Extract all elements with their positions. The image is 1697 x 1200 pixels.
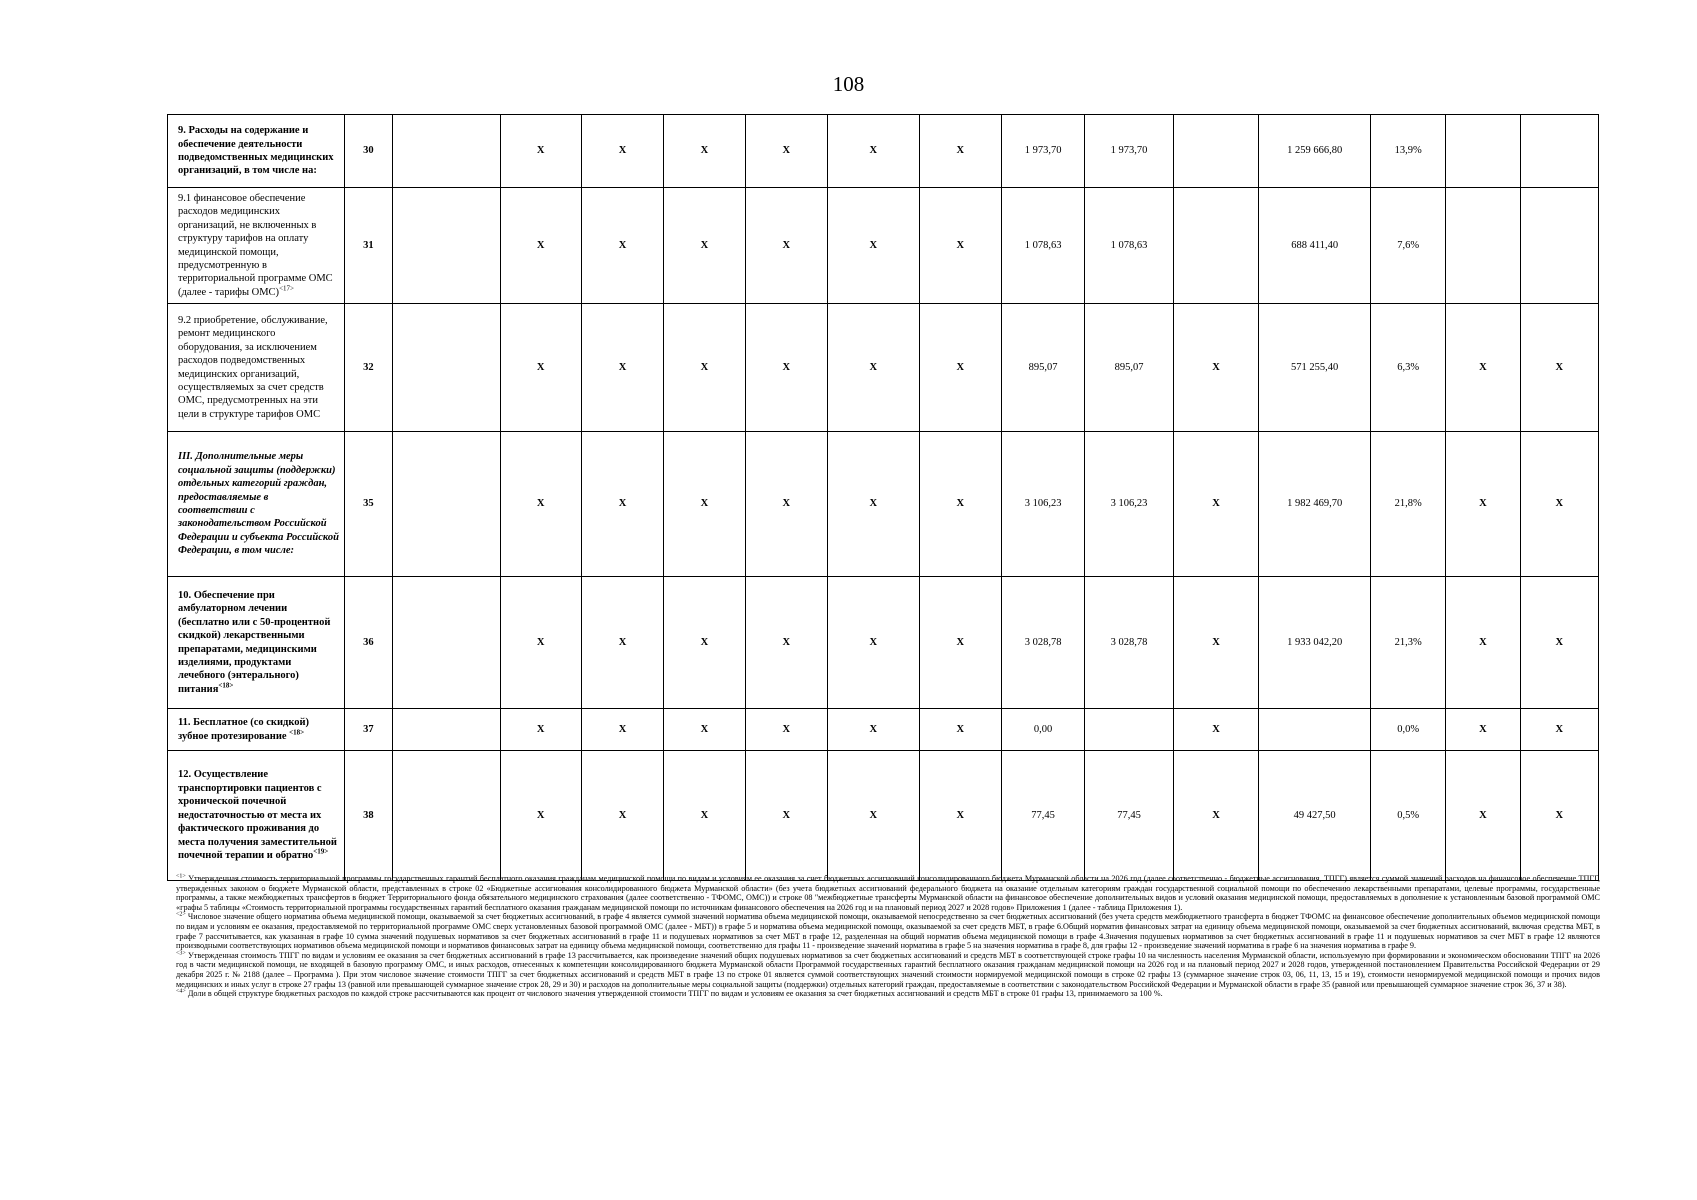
- table-cell: 21,3%: [1371, 577, 1446, 709]
- table-cell: 6,3%: [1371, 304, 1446, 432]
- table-row: [168, 432, 1599, 577]
- row-code: 35: [344, 432, 392, 577]
- table-cell: [392, 188, 500, 304]
- table-cell: [392, 751, 500, 881]
- table-cell: X: [664, 709, 745, 751]
- table-cell: X: [1446, 751, 1520, 881]
- table-cell: 3 106,23: [1085, 432, 1173, 577]
- table-cell: X: [828, 115, 920, 188]
- footnote-text: Числовое значение общего норматива объема медицинской помощи, оказываемой за счет бюджетных ассигнований, в графе 4 является суммой значений норматива объема медицинской помощи, оказываемой непосредственно за счет бюджетных ассигнований (без учета средств межбюджетного трансферта в бюджет ТФОМС на финансовое обеспечение дополнительных объемов медицинской помощи по видам и условиям ее оказания, предоставляемой по территориальной программе ОМС сверх установленных базовой программой ОМС (далее - МБТ)) в графе 5 и норматива объема медицинской помощи, оказываемой за счет средств МБТ, в графе 6.Общий норматив финансовых затрат на единицу объема медицинской помощи, оказываемой за счет бюджетных ассигнований, включая средства МБТ, в графе 7 рассчитывается, как указанная в графе 10 сумма значений подушевых нормативов за счет бюджетных ассигнований в графе 11 и подушевых нормативов за счет МБТ в графе 12, разделенная на общий норматив объема медицинской помощи в графе 4.Значения подушевых нормативов за счет бюджетных ассигнований в графе 11 и подушевых нормативов за счет МБТ в графе 12 являются производными соответствующих нормативов объема медицинской помощи и нормативов финансовых затрат на единицу объема медицинской помощи, соответственно для графы 11 - произведение значений норматива в графе 5 на значения норматива в графе 8, для графы 12 - произведение значений норматива в графе 6 на значения норматива в графе 9.: [176, 912, 1600, 951]
- page-number: 108: [832, 72, 865, 96]
- table-cell: [1173, 115, 1258, 188]
- table-cell: X: [664, 188, 745, 304]
- table-cell: X: [745, 432, 827, 577]
- table-cell: [1085, 709, 1173, 751]
- row-code: 37: [344, 709, 392, 751]
- table-cell: X: [745, 188, 827, 304]
- table-cell: [1446, 188, 1520, 304]
- table-cell: X: [581, 188, 663, 304]
- footnote-text: Утвержденная стоимость ТПГГ по видам и условиям ее оказания за счет бюджетных ассигнований в графе 13 рассчитывается, как произведение значений общих подушевых нормативов за счет бюджетных ассигнований и средств МБТ в соответствующей строке графы 10 на численность населения Мурманской области, используемую при формировании и экономическом обосновании ТПГГ на 2026 год в части медицинской помощи, не входящей в базовую программу ОМС, и иных расходов, отнесенных к компетенции консолидированного бюджета Мурманской области Программой государственных гарантий бесплатного оказания гражданам медицинской помощи на 2026 год и на плановый период 2027 и 2028 годов, утвержденной постановлением Правительства Российской Федерации от 29 декабря 2025 г. № 2188 (далее – Программа ). При этом числовое значение стоимости ТПГГ за счет бюджетных ассигнований и средств МБТ в графе 13 по строке 01 является суммой соответствующих значений стоимости нормируемой медицинской помощи в строке 02 графы 13 (суммарное значение строк 03, 06, 11, 13, 15 и 19), стоимости ненормируемой медицинской помощи и прочих видов медицинских и иных услуг в строке 27 графы 13 (равной или превышающей суммарное значение строк 28, 29 и 30) и расходов на дополнительные меры социальной защиты (поддержки) отдельных категорий граждан, предоставляемые в соответствии с законодательством Российской Федерации и Мурманской области в графе 35 (равной или превышающей суммарное значение строк 36, 37 и 38).: [176, 950, 1600, 989]
- footnote-ref: <18>: [289, 728, 305, 736]
- footnote-mark: <1>: [176, 873, 186, 880]
- table-cell: X: [745, 577, 827, 709]
- table-cell: X: [919, 751, 1001, 881]
- table-cell: X: [500, 432, 581, 577]
- table-cell: X: [919, 188, 1001, 304]
- row-code: 32: [344, 304, 392, 432]
- table-cell: X: [1520, 709, 1598, 751]
- table-cell: X: [745, 115, 827, 188]
- table-cell: X: [500, 188, 581, 304]
- table-cell: X: [581, 751, 663, 881]
- footnote-ref: <17>: [279, 284, 294, 293]
- table-cell: X: [664, 304, 745, 432]
- row-code: 38: [344, 751, 392, 881]
- table-cell: X: [919, 115, 1001, 188]
- table-cell: [392, 115, 500, 188]
- table-cell: X: [919, 709, 1001, 751]
- table-cell: X: [1446, 432, 1520, 577]
- table-cell: X: [664, 432, 745, 577]
- budget-table: [167, 114, 1599, 881]
- table-cell: 13,9%: [1371, 115, 1446, 188]
- footnote: [176, 912, 1600, 950]
- table-cell: 3 028,78: [1085, 577, 1173, 709]
- table-cell: X: [919, 577, 1001, 709]
- table-row: [168, 751, 1599, 881]
- table-cell: [1173, 188, 1258, 304]
- table-cell: 49 427,50: [1259, 751, 1371, 881]
- table-cell: 895,07: [1085, 304, 1173, 432]
- table-cell: X: [1520, 304, 1598, 432]
- table-cell: X: [745, 709, 827, 751]
- table-cell: X: [828, 709, 920, 751]
- row-label: 11. Бесплатное (со скидкой) зубное протезирование $^{<18>}$: [168, 709, 345, 751]
- table-cell: 0,00: [1001, 709, 1084, 751]
- footnote-text: Утвержденная стоимость территориальной программы государственных гарантий бесплатного оказания гражданам медицинской помощи по видам и условиям ее оказания за счет бюджетных ассигнований консолидированного бюджета Мурманской области на 2026 год (далее соответственно - бюджетные ассигнования, ТПГГ) является суммой значений расходов на финансовое обеспечение ТПГГ, утвержденных законом о бюджете Мурманской области, представленных в строке 02 «Бюджетные ассигнования консолидированного бюджета Мурманской области» (без учета бюджетных ассигнований федерального бюджета на оказание отдельным категориям граждан государственной социальной помощи по обеспечению лекарственными препаратами, целевые программы, государственные программы, а также межбюджетных трансфертов в бюджет Территориального фонда обязательного медицинского страхования (далее соответственно - ТФОМС, ОМС)) и строке 08 "межбюджетные трансферты Мурманской области на финансовое обеспечение дополнительных видов и условий оказания медицинской помощи, предоставляемых в дополнение к установленным базовой программой ОМС «графы 5 таблицы «Стоимость территориальной программы государственных гарантий бесплатного оказания гражданам медицинской помощи по источникам финансового обеспечения на 2026 год и на плановый период 2027 и 2028 годов» Приложения 1 (далее - таблица Приложения 1).: [176, 874, 1600, 912]
- table-cell: 1 078,63: [1001, 188, 1084, 304]
- table-cell: [392, 304, 500, 432]
- footnote-mark: <3>: [176, 950, 186, 957]
- table-cell: X: [500, 304, 581, 432]
- table-cell: X: [828, 577, 920, 709]
- table-cell: 1 973,70: [1001, 115, 1084, 188]
- table-cell: X: [581, 577, 663, 709]
- table-cell: 1 259 666,80: [1259, 115, 1371, 188]
- table-cell: 895,07: [1001, 304, 1084, 432]
- table-cell: 1 982 469,70: [1259, 432, 1371, 577]
- table-cell: X: [581, 709, 663, 751]
- table-cell: X: [1173, 751, 1258, 881]
- table-cell: X: [1520, 577, 1598, 709]
- table-cell: [1259, 709, 1371, 751]
- table-cell: 21,8%: [1371, 432, 1446, 577]
- table-row: [168, 304, 1599, 432]
- footnote-mark: <2>: [176, 911, 186, 918]
- table-row: [168, 709, 1599, 751]
- table-cell: 7,6%: [1371, 188, 1446, 304]
- table-row: [168, 577, 1599, 709]
- footnote-text: Доли в общей структуре бюджетных расходов по каждой строке рассчитываются как процент от числового значения утвержденной стоимости ТПГГ по видам и условиям ее оказания за счет бюджетных ассигнований и средств МБТ в строке 01 графы 13, принимаемого за 100 %.: [185, 989, 1163, 999]
- table-cell: 3 106,23: [1001, 432, 1084, 577]
- footnote-ref: <18>: [218, 681, 234, 690]
- table-cell: 0,0%: [1371, 709, 1446, 751]
- table-cell: X: [745, 304, 827, 432]
- table-cell: X: [500, 709, 581, 751]
- table-cell: X: [500, 115, 581, 188]
- footnote: [176, 989, 1600, 999]
- table-cell: X: [500, 577, 581, 709]
- table-cell: X: [1446, 304, 1520, 432]
- table-cell: X: [1446, 709, 1520, 751]
- table-cell: 688 411,40: [1259, 188, 1371, 304]
- table-cell: X: [581, 432, 663, 577]
- table-cell: X: [1173, 709, 1258, 751]
- table-cell: X: [1173, 304, 1258, 432]
- table-cell: X: [828, 432, 920, 577]
- footnote: [176, 951, 1600, 989]
- table-cell: X: [919, 304, 1001, 432]
- table-cell: 0,5%: [1371, 751, 1446, 881]
- row-code: 31: [344, 188, 392, 304]
- table-cell: X: [664, 577, 745, 709]
- row-label: 9.2 приобретение, обслуживание, ремонт медицинского оборудования, за исключением расходов подведомственных медицинских организаций, осуществляемых за счет средств ОМС, предусмотренных на эти цели в структуре тарифов ОМС: [168, 304, 345, 432]
- row-label: 12. Осуществление транспортировки пациентов с хронической почечной недостаточностью от места их фактического проживания до места получения заместительной почечной терапии и обратно$^{<19>}$: [168, 751, 345, 881]
- table-cell: [392, 432, 500, 577]
- table-row: [168, 188, 1599, 304]
- table-cell: 1 973,70: [1085, 115, 1173, 188]
- footnote-ref: <19>: [313, 847, 329, 856]
- table-cell: X: [500, 751, 581, 881]
- table-cell: X: [1173, 577, 1258, 709]
- table-cell: [1520, 115, 1598, 188]
- table-cell: 77,45: [1001, 751, 1084, 881]
- table-cell: [1520, 188, 1598, 304]
- row-code: 36: [344, 577, 392, 709]
- footnotes: [176, 874, 1600, 999]
- table-cell: X: [664, 115, 745, 188]
- table-cell: [1446, 115, 1520, 188]
- table-cell: 3 028,78: [1001, 577, 1084, 709]
- table-cell: X: [581, 115, 663, 188]
- row-code: 30: [344, 115, 392, 188]
- table-cell: X: [745, 751, 827, 881]
- table-cell: X: [919, 432, 1001, 577]
- table-cell: X: [1173, 432, 1258, 577]
- table-cell: X: [828, 751, 920, 881]
- table-cell: 1 078,63: [1085, 188, 1173, 304]
- row-label: 9.1 финансовое обеспечение расходов медицинских организаций, не включенных в структуру тарифов на оплату медицинской помощи, предусмотренную в территориальной программе ОМС (далее - тарифы ОМС)$^{<17>}$: [168, 188, 345, 304]
- table-cell: 1 933 042,20: [1259, 577, 1371, 709]
- table-cell: X: [664, 751, 745, 881]
- table-cell: [392, 577, 500, 709]
- row-label: 10. Обеспечение при амбулаторном лечении (бесплатно или с 50-процентной скидкой) лекарственными препаратами, медицинскими изделиями, продуктами лечебного (энтерального) питания$^{<18>}$: [168, 577, 345, 709]
- footnote-mark: <4>: [176, 988, 186, 995]
- footnote: [176, 874, 1600, 912]
- table-row: [168, 115, 1599, 188]
- table-cell: X: [828, 188, 920, 304]
- table-cell: X: [581, 304, 663, 432]
- table-cell: X: [1520, 751, 1598, 881]
- table-cell: X: [828, 304, 920, 432]
- table-cell: [392, 709, 500, 751]
- table-cell: X: [1446, 577, 1520, 709]
- row-label: 9. Расходы на содержание и обеспечение деятельности подведомственных медицинских организаций, в том числе на:: [168, 115, 345, 188]
- row-label: III. Дополнительные меры социальной защиты (поддержки) отдельных категорий граждан, предоставляемые в соответствии с законодательством Российской Федерации и субъекта Российской Федерации, в том числе:: [168, 432, 345, 577]
- table-cell: 77,45: [1085, 751, 1173, 881]
- table-cell: 571 255,40: [1259, 304, 1371, 432]
- table-cell: X: [1520, 432, 1598, 577]
